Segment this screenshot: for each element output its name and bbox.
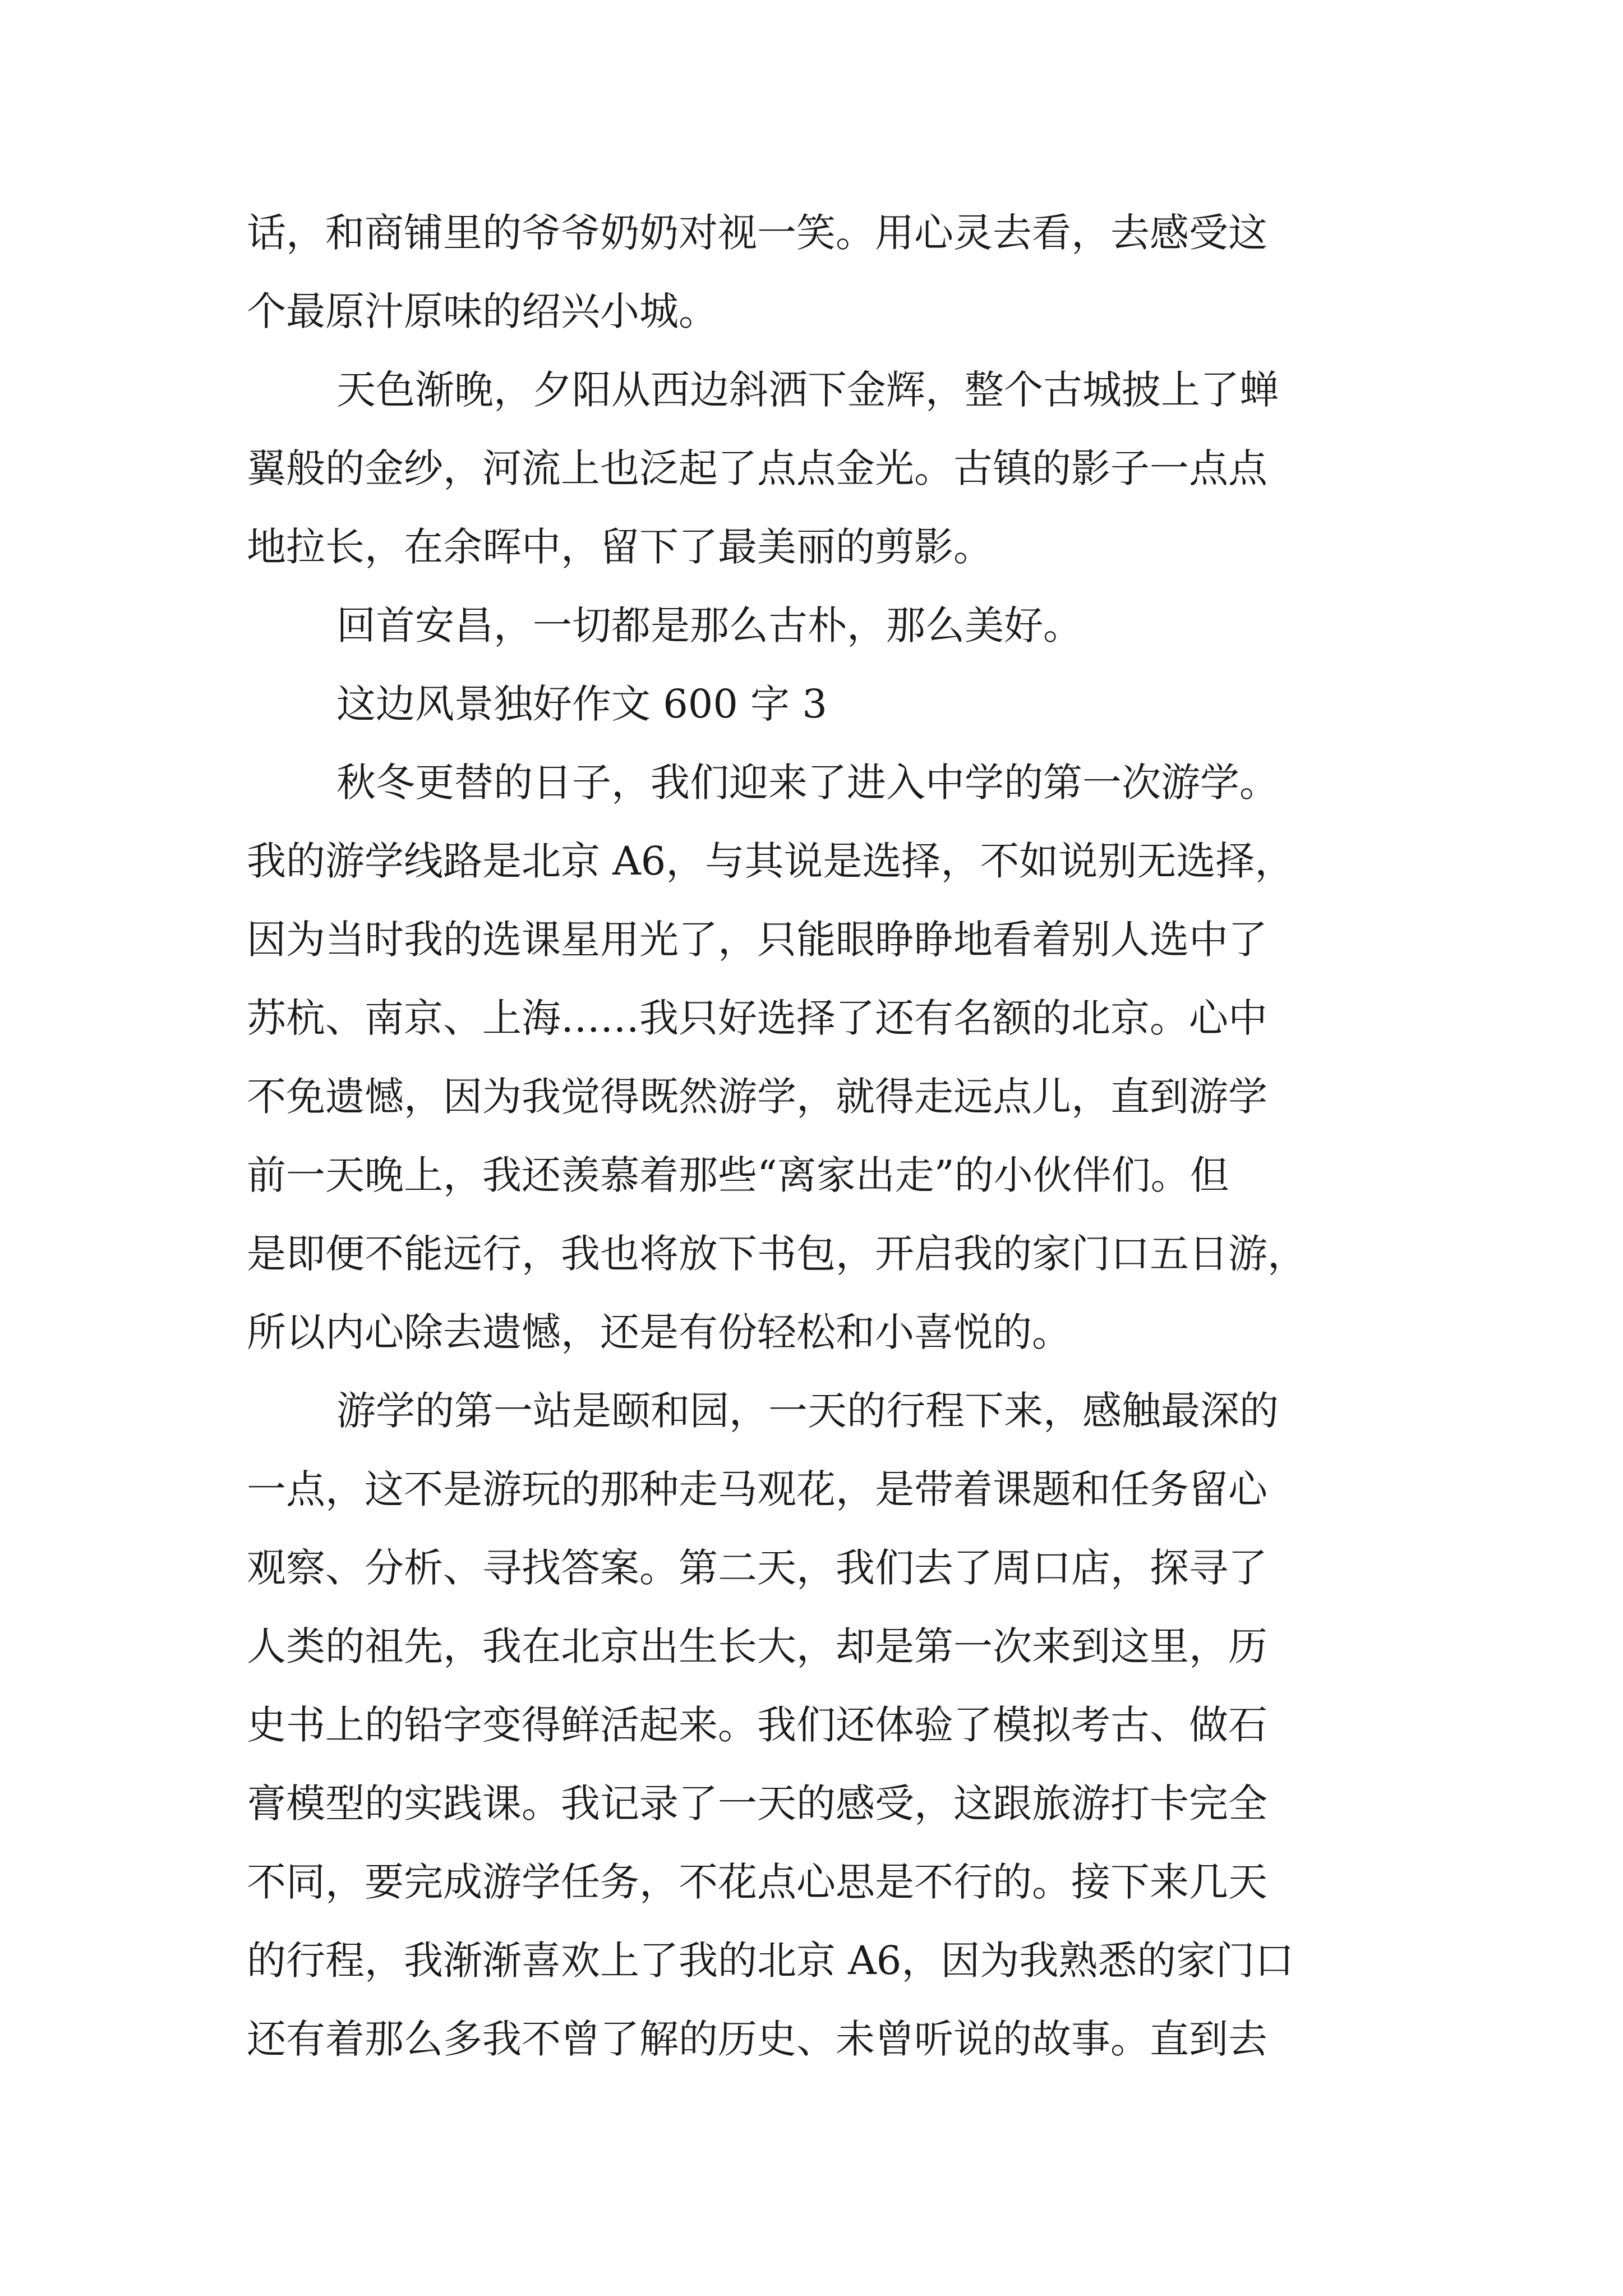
text-line: 的行程，我渐渐喜欢上了我的北京 A6，因为我熟悉的家门口 xyxy=(247,1938,1294,1984)
section-heading: 这边风景独好作文 600 字 3 xyxy=(336,681,827,727)
text-line: 一点，这不是游玩的那种走马观花，是带着课题和任务留心 xyxy=(247,1466,1267,1512)
text-line: 天色渐晚，夕阳从西边斜洒下金辉，整个古城披上了蝉 xyxy=(336,367,1279,413)
text-line: 因为当时我的选课星用光了，只能眼睁睁地看着别人选中了 xyxy=(247,917,1267,963)
text-line: 膏模型的实践课。我记录了一天的感受，这跟旅游打卡完全 xyxy=(247,1780,1267,1826)
text-line: 史书上的铅字变得鲜活起来。我们还体验了模拟考古、做石 xyxy=(247,1702,1267,1748)
text-line: 回首安昌，一切都是那么古朴，那么美好。 xyxy=(336,602,1082,648)
text-line: 秋冬更替的日子，我们迎来了进入中学的第一次游学。 xyxy=(336,760,1279,806)
text-line: 前一天晚上，我还羡慕着那些“离家出走”的小伙伴们。但 xyxy=(247,1152,1229,1198)
text-line: 人类的祖先，我在北京出生长大，却是第一次来到这里，历 xyxy=(247,1623,1267,1669)
text-line: 观察、分析、寻找答案。第二天，我们去了周口店，探寻了 xyxy=(247,1545,1267,1591)
text-line: 游学的第一站是颐和园，一天的行程下来，感触最深的 xyxy=(336,1388,1279,1434)
text-line: 翼般的金纱，河流上也泛起了点点金光。古镇的影子一点点 xyxy=(247,445,1267,491)
text-line: 是即便不能远行，我也将放下书包，开启我的家门口五日游， xyxy=(247,1231,1307,1277)
text-line: 我的游学线路是北京 A6，与其说是选择，不如说别无选择， xyxy=(247,838,1294,884)
text-line: 话，和商铺里的爷爷奶奶对视一笑。用心灵去看，去感受这 xyxy=(247,210,1267,256)
text-line: 还有着那么多我不曾了解的历史、未曾听说的故事。直到去 xyxy=(247,2016,1267,2062)
text-line: 不免遗憾，因为我觉得既然游学，就得走远点儿，直到游学 xyxy=(247,1074,1267,1120)
text-line: 不同，要完成游学任务，不花点心思是不行的。接下来几天 xyxy=(247,1859,1267,1905)
text-line: 地拉长，在余晖中，留下了最美丽的剪影。 xyxy=(247,524,993,570)
text-line: 个最原汁原味的绍兴小城。 xyxy=(247,288,718,334)
text-line: 所以内心除去遗憾，还是有份轻松和小喜悦的。 xyxy=(247,1309,1071,1355)
text-line: 苏杭、南京、上海……我只好选择了还有名额的北京。心中 xyxy=(247,995,1267,1041)
